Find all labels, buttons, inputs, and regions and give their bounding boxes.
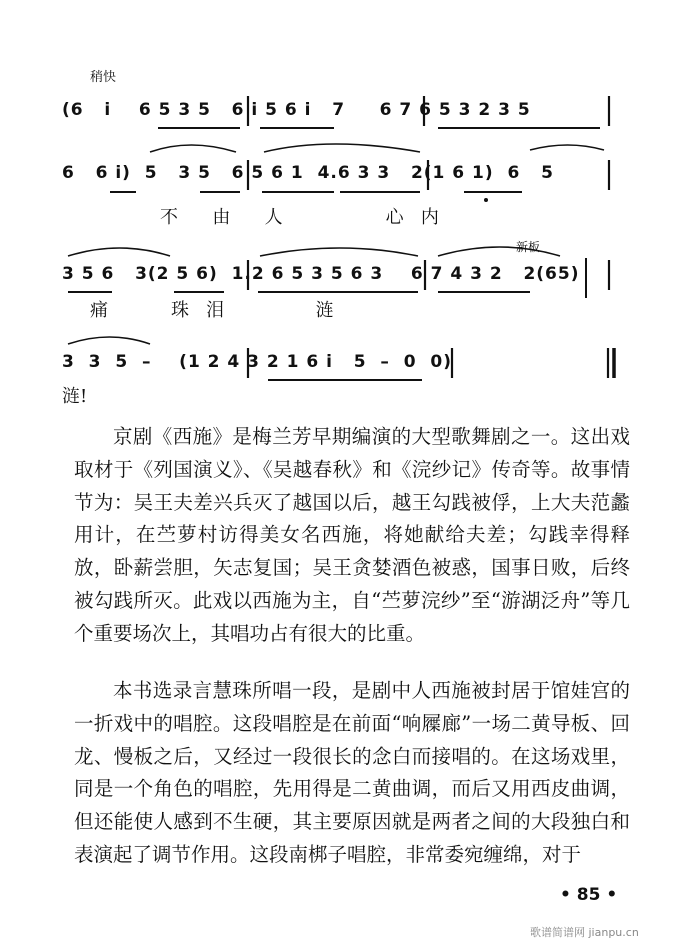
page-number: • 85 •	[560, 885, 618, 905]
paragraph-2: 本书选录言慧珠所唱一段，是剧中人西施被封居于馆娃宫的一折戏中的唱腔。这段唱腔是在前面“响屧廊”一场二黄导板、回龙、慢板之后，又经过一段很长的念白而接唱的。在这场戏里，同是一个角色的唱腔，先用得是二黄曲调，而后又用西皮曲调，但还能使人感到不生硬，其主要原因就是两者之间的大段独白和表演起了调节作用。这段南梆子唱腔，非常委宛缠绵，对于	[74, 679, 630, 866]
low-octave-dot	[484, 198, 488, 202]
new-board-annotation: 新板	[516, 240, 541, 254]
slur	[530, 145, 604, 150]
slur	[68, 337, 150, 344]
header-tempo-label: 稍快	[90, 70, 117, 85]
lyrics-line-4: 涟!	[62, 386, 88, 407]
barlines	[248, 96, 614, 378]
slur	[264, 144, 420, 152]
notation-line-2: 6 6 i) 5 3 5 6 5 6 1 4.6 3 3 2(1 6 1) 6 5	[62, 163, 554, 183]
slur	[260, 248, 418, 256]
notation-line-1: (6 i 6 5 3 5 6 i 5 6 i 7 6 7 6 5 3 2 3 5	[62, 100, 531, 120]
site-watermark: 歌谱简谱网 jianpu.cn	[530, 926, 639, 939]
notation-line-3: 3 5 6 3(2 5 6) 1.2 6 5 3 5 6 3 6 7 4 3 2 2(65)	[62, 264, 580, 284]
slur	[150, 145, 236, 152]
slur	[438, 247, 560, 256]
paragraph-1: 京剧《西施》是梅兰芳早期编演的大型歌舞剧之一。这出戏取材于《列国演义》、《吴越春秋》和《浣纱记》传奇等。故事情节为：吴王夫差兴兵灭了越国以后，越王勾践被俘，上大夫范蠡用计，在苎萝村访得美女名西施，将她献给夫差；勾践幸得释放，卧薪尝胆，矢志复国；吴王贪婪酒色被惑，国事日败，后终被勾践所灭。此戏以西施为主，自“苎萝浣纱”至“游湖泛舟”等几个重要场次上，其唱功占有很大的比重。	[74, 425, 630, 645]
notation-line-4: 3 3 5 – (1 2 4 3 2 1 6 i 5 – 0 0)	[62, 352, 453, 372]
lyrics-line-3: 痛 珠 泪 涟	[90, 300, 334, 321]
underlines	[68, 128, 600, 380]
slur	[68, 248, 170, 256]
lyrics-line-2: 不 由 人 心 内	[160, 207, 439, 228]
slurs	[68, 144, 604, 344]
